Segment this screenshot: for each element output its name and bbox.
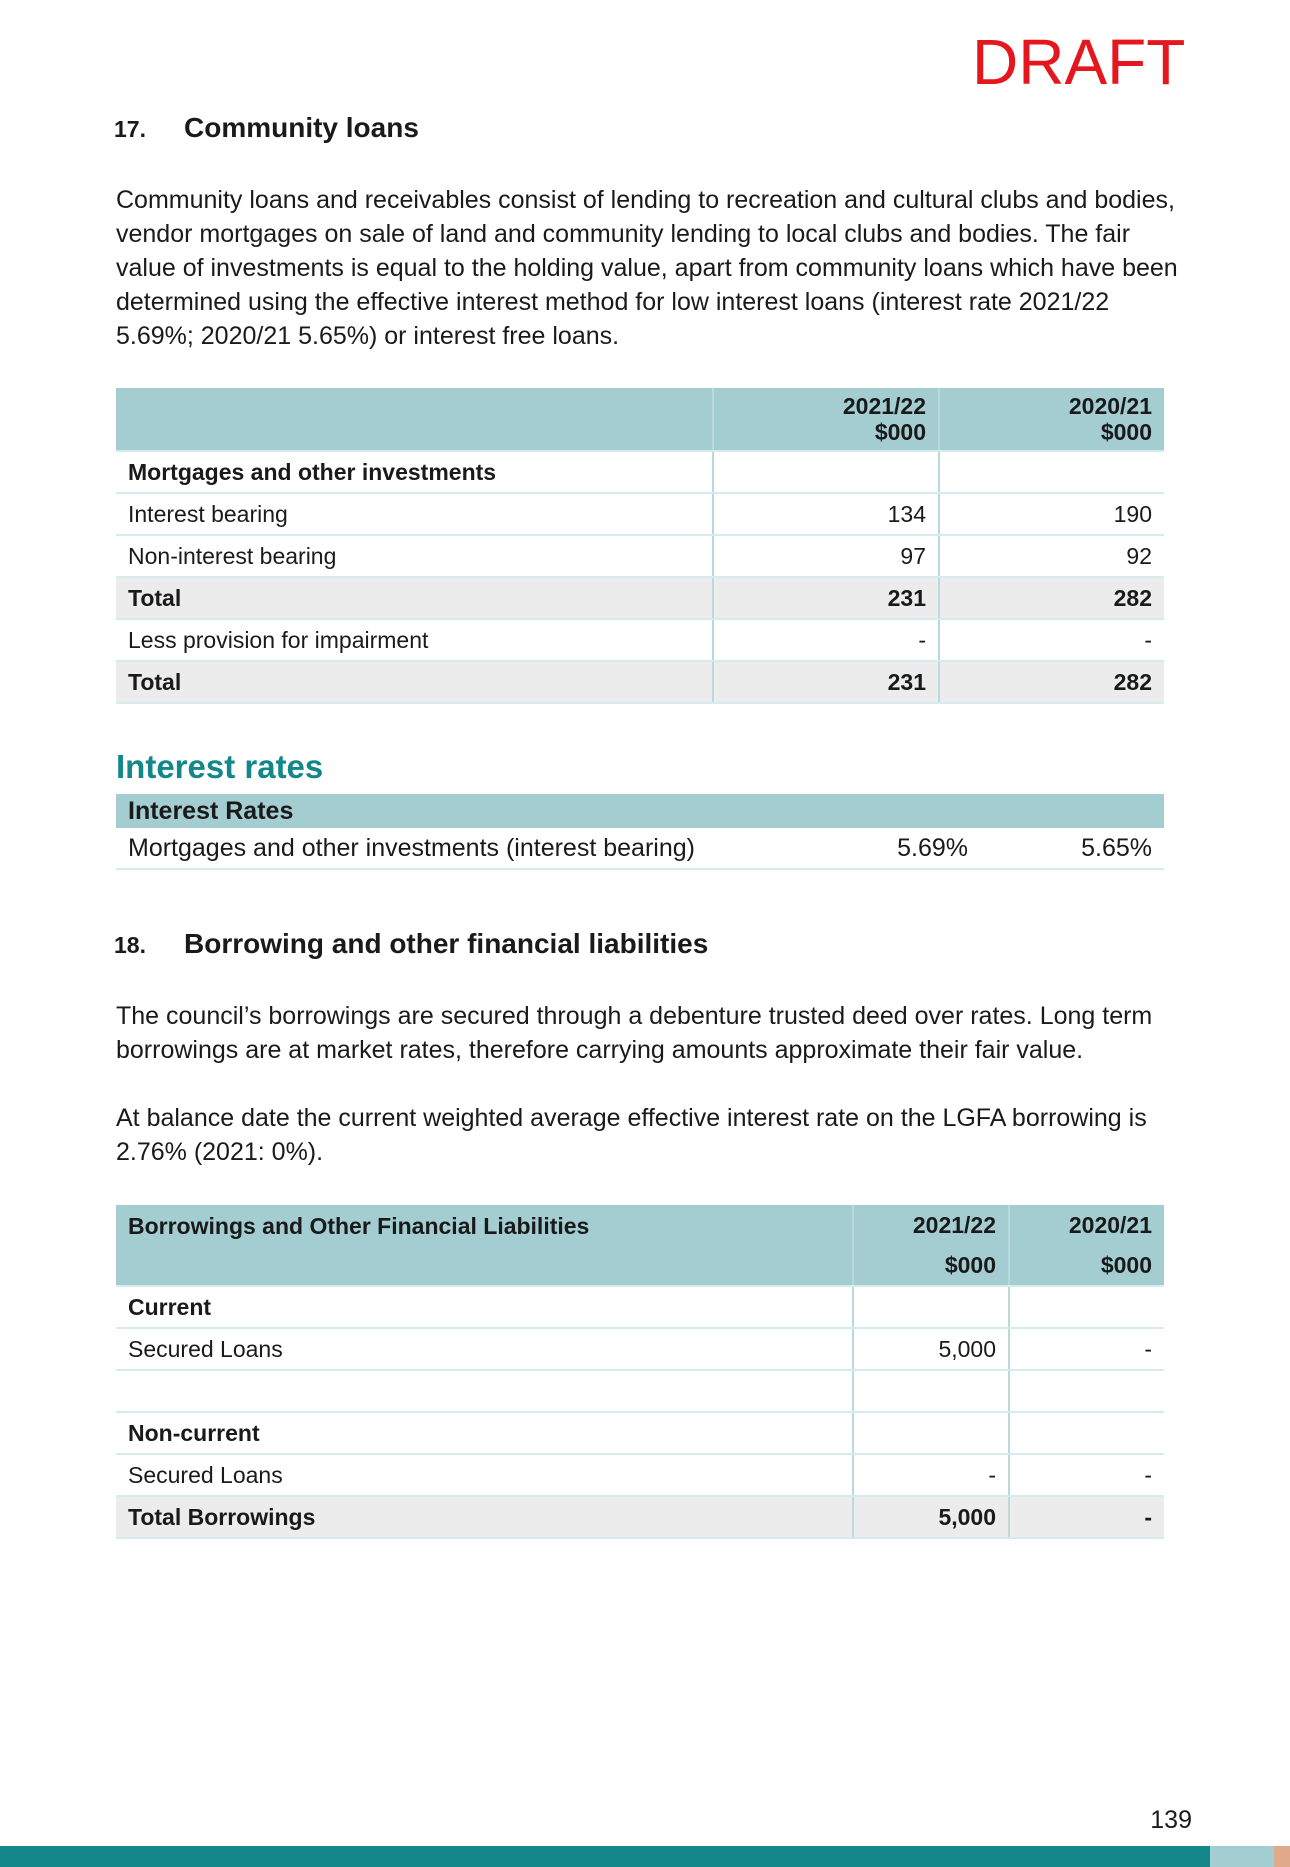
footer-bar [0,1846,1290,1867]
row-value-2021-22: 5.69% [796,828,980,869]
row-value-2021-22: 97 [713,535,939,577]
section-18-paragraph-1: The council’s borrowings are secured through a debenture trusted deed over rates. Long term borrowings are at market rates, therefore carrying amounts approximate their fair value. [116,1002,1153,1064]
row-label [116,1370,853,1412]
table-total-row [116,577,1164,619]
header-col-2020-21 [1009,1205,1164,1286]
section-17-number: 17. [114,116,146,142]
section-17-title: Community loans [184,112,419,143]
interest-rates-heading: Interest rates [116,748,324,785]
row-value-2021-22: - [713,619,939,661]
row-label: Current [116,1286,853,1328]
header-label-cell [116,388,713,451]
table-header-row [116,1205,1164,1286]
row-label: Interest bearing [116,493,713,535]
row-value-2021-22: 5,000 [853,1496,1009,1538]
row-value-2021-22 [853,1286,1009,1328]
table-row [116,828,1164,869]
row-value-2020-21: - [1009,1496,1164,1538]
draft-watermark: DRAFT [972,26,1186,98]
row-value-2020-21: 190 [939,493,1164,535]
row-value-2021-22: 231 [713,661,939,703]
section-17-heading [114,112,1174,144]
section-18-title: Borrowing and other financial liabilities [184,928,709,959]
row-value-2020-21: 5.65% [980,828,1164,869]
table-row [116,535,1164,577]
row-value-2020-21: 92 [939,535,1164,577]
table-row [116,619,1164,661]
row-value-2021-22: 134 [713,493,939,535]
row-label: Non-current [116,1412,853,1454]
row-value-2020-21: 282 [939,577,1164,619]
header-col-unit: $000 [1100,1252,1152,1278]
section-17-paragraph: Community loans and receivables consist of lending to recreation and cultural clubs and bodies, vendor mortgages on sale of land and community lending to local clubs and bodies. The fair value of investments is equal to the holding value, apart from community loans which have been determined using the effective interest method for low interest loans (interest rate 2021/22 5.69%; 2020/21 5.65%) or interest free loans. [116,186,1178,350]
row-value-2021-22: - [853,1454,1009,1496]
table-row [116,1454,1164,1496]
row-value-2020-21 [939,451,1164,493]
table-row [116,1328,1164,1370]
section-18-heading [114,928,1174,960]
row-label: Secured Loans [116,1454,853,1496]
row-value-2021-22 [853,1370,1009,1412]
interest-rates-table [116,794,1164,870]
footer-accent-light [1210,1846,1274,1867]
table-header-row [116,388,1164,451]
header-label-cell: Borrowings and Other Financial Liabilities [116,1205,853,1286]
row-value-2021-22: 231 [713,577,939,619]
row-value-2020-21: - [939,619,1164,661]
row-value-2021-22 [713,451,939,493]
row-label: Less provision for impairment [116,619,713,661]
row-value-2020-21: - [1009,1328,1164,1370]
header-col-2021-22: 2021/22 $000 [713,388,939,451]
row-label: Secured Loans [116,1328,853,1370]
row-label: Non-interest bearing [116,535,713,577]
table-row [116,451,1164,493]
interest-rates-table-title: Interest Rates [116,794,1164,828]
header-col-year: 2021/22 [912,1212,996,1238]
row-label: Mortgages and other investments [116,451,713,493]
table-total-row [116,661,1164,703]
row-value-2020-21 [1009,1286,1164,1328]
borrowings-table [116,1205,1164,1539]
table-header-row [116,794,1164,828]
header-col-unit: $000 [944,1252,996,1278]
table-row [116,493,1164,535]
header-col-year: 2020/21 [1068,1212,1152,1238]
table-row [116,1286,1164,1328]
row-label: Total [116,577,713,619]
header-col-2021-22 [853,1205,1009,1286]
row-label: Total Borrowings [116,1496,853,1538]
page-number: 139 [1150,1806,1192,1834]
section-18-number: 18. [114,932,146,958]
table-row [116,1412,1164,1454]
community-loans-table [116,388,1164,704]
row-value-2021-22: 5,000 [853,1328,1009,1370]
row-value-2020-21: - [1009,1454,1164,1496]
table-total-row [116,1496,1164,1538]
row-value-2020-21 [1009,1370,1164,1412]
row-value-2020-21 [1009,1412,1164,1454]
row-label: Mortgages and other investments (interest bearing) [116,828,796,869]
row-value-2021-22 [853,1412,1009,1454]
table-row [116,1370,1164,1412]
row-label: Total [116,661,713,703]
footer-accent-orange [1274,1846,1290,1867]
row-value-2020-21: 282 [939,661,1164,703]
section-18-paragraph-2: At balance date the current weighted average effective interest rate on the LGFA borrowing is 2.76% (2021: 0%). [116,1104,1147,1166]
header-col-2020-21: 2020/21 $000 [939,388,1164,451]
